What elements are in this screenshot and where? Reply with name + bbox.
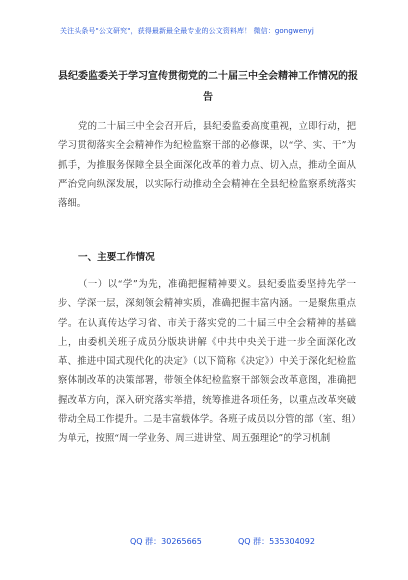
document-title: 县纪委监委关于学习宣传贯彻党的二十届三中全会精神工作情况的报告	[58, 71, 358, 103]
header-banner: 关注头条号"公文研究"，获得最新最全最专业的公文资料库！ 微信：gongwenyj	[60, 27, 314, 35]
paragraph-work-situation: （一）以“学”为先，准确把握精神要义。县纪委监委坚持先学一步、学深一层，深刻领会精神实质，准确把握丰富内涵。一是聚焦重点学。在认真传达学习省、市关于落实党的二十届三中全会精神的基础上，由委机关班子成员分版块讲解《中共中央关于进一步全面深化改革、推进中国式现代化的决定》（以下简称《决定》）中关于深化纪检监察体制改革的决策部署，带领全体纪检监察干部领会改革意图，准确把握改革方向，深入研究落实举措，统筹推进各项任务，以重点改革突破带动全局工作提升。二是丰富载体学。各班子成员以分管的部（室、组）为单元，按照“周一学业务、周三进讲堂、周五强理论”的学习机制	[58, 279, 356, 445]
paragraph-intro: 党的二十届三中全会召开后，县纪委监委高度重视，立即行动，把学习贯彻落实全会精神作为纪检监察干部的必修课，以“学、实、干”为抓手，为推服务保障全县全面深化改革的着力点、切入点，推动全面从严治党向纵深发展，以实际行动推动全会精神在全县纪检监察系统落实落细。	[58, 121, 356, 210]
footer-qq-group-1: QQ 群：30265665	[130, 537, 202, 546]
footer-qq-group-2: QQ 群：535304092	[238, 537, 315, 546]
section-heading: 一、主要工作情况	[78, 252, 155, 263]
footer	[0, 536, 408, 550]
